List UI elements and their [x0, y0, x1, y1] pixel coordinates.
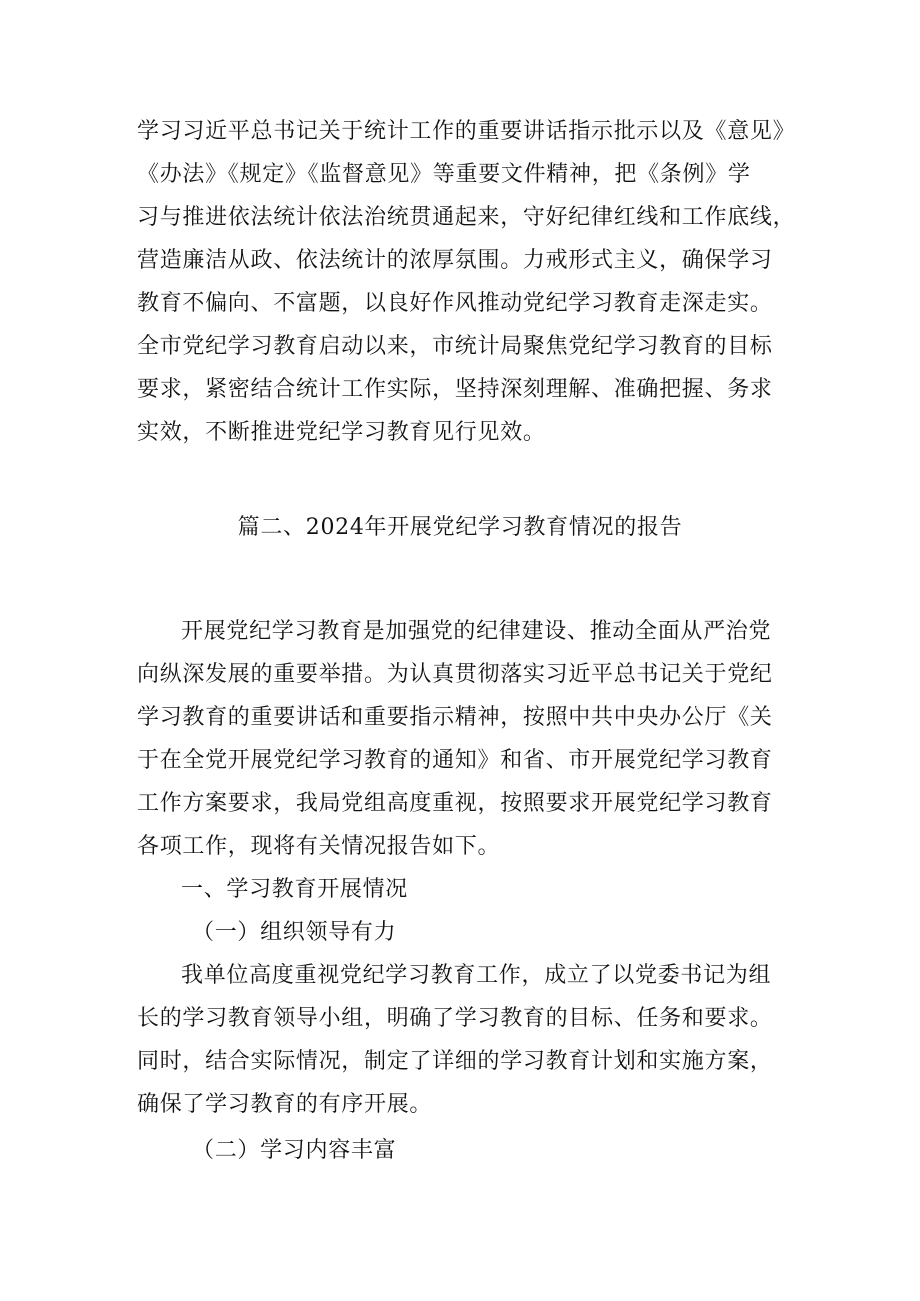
- paragraph-line: 向纵深发展的重要举措。为认真贯彻落实习近平总书记关于党纪: [137, 662, 773, 687]
- intro-line: 教育不偏向、不富题，以良好作风推动党纪学习教育走深走实。: [137, 291, 773, 316]
- section-title: 篇二、2024年开展党纪学习教育情况的报告: [237, 515, 683, 540]
- paragraph-line: 同时，结合实际情况，制定了详细的学习教育计划和实施方案，: [137, 1049, 773, 1074]
- subheading: （二）学习内容丰富: [192, 1138, 397, 1163]
- intro-line: 习与推进依法统计依法治统贯通起来，守好纪律红线和工作底线，: [137, 205, 796, 230]
- paragraph-line: 工作方案要求，我局党组高度重视，按照要求开展党纪学习教育: [137, 791, 773, 816]
- intro-line: 实效，不断推进党纪学习教育见行见效。: [137, 420, 546, 445]
- intro-line: 营造廉洁从政、依法统计的浓厚氛围。力戒形式主义，确保学习: [137, 248, 773, 273]
- intro-line: 《办法》《规定》《监督意见》等重要文件精神，把《条例》学: [137, 162, 751, 187]
- paragraph-line: 我单位高度重视党纪学习教育工作，成立了以党委书记为组: [181, 963, 772, 988]
- subheading: （一）组织领导有力: [192, 920, 397, 945]
- paragraph-line: 于在全党开展党纪学习教育的通知》和省、市开展党纪学习教育: [137, 748, 773, 773]
- paragraph-line: 开展党纪学习教育是加强党的纪律建设、推动全面从严治党: [181, 619, 772, 644]
- paragraph-line: 学习教育的重要讲话和重要指示精神，按照中共中央办公厅《关: [137, 705, 773, 730]
- intro-line: 学习习近平总书记关于统计工作的重要讲话指示批示以及《意见》: [137, 119, 796, 144]
- intro-line: 全市党纪学习教育启动以来，市统计局聚焦党纪学习教育的目标: [137, 334, 773, 359]
- intro-line: 要求，紧密结合统计工作实际，坚持深刻理解、准确把握、务求: [137, 377, 773, 402]
- paragraph-line: 长的学习教育领导小组，明确了学习教育的目标、任务和要求。: [137, 1006, 773, 1031]
- paragraph-line: 各项工作，现将有关情况报告如下。: [137, 834, 501, 859]
- heading-level-1: 一、学习教育开展情况: [181, 877, 409, 902]
- paragraph-line: 确保了学习教育的有序开展。: [137, 1092, 433, 1117]
